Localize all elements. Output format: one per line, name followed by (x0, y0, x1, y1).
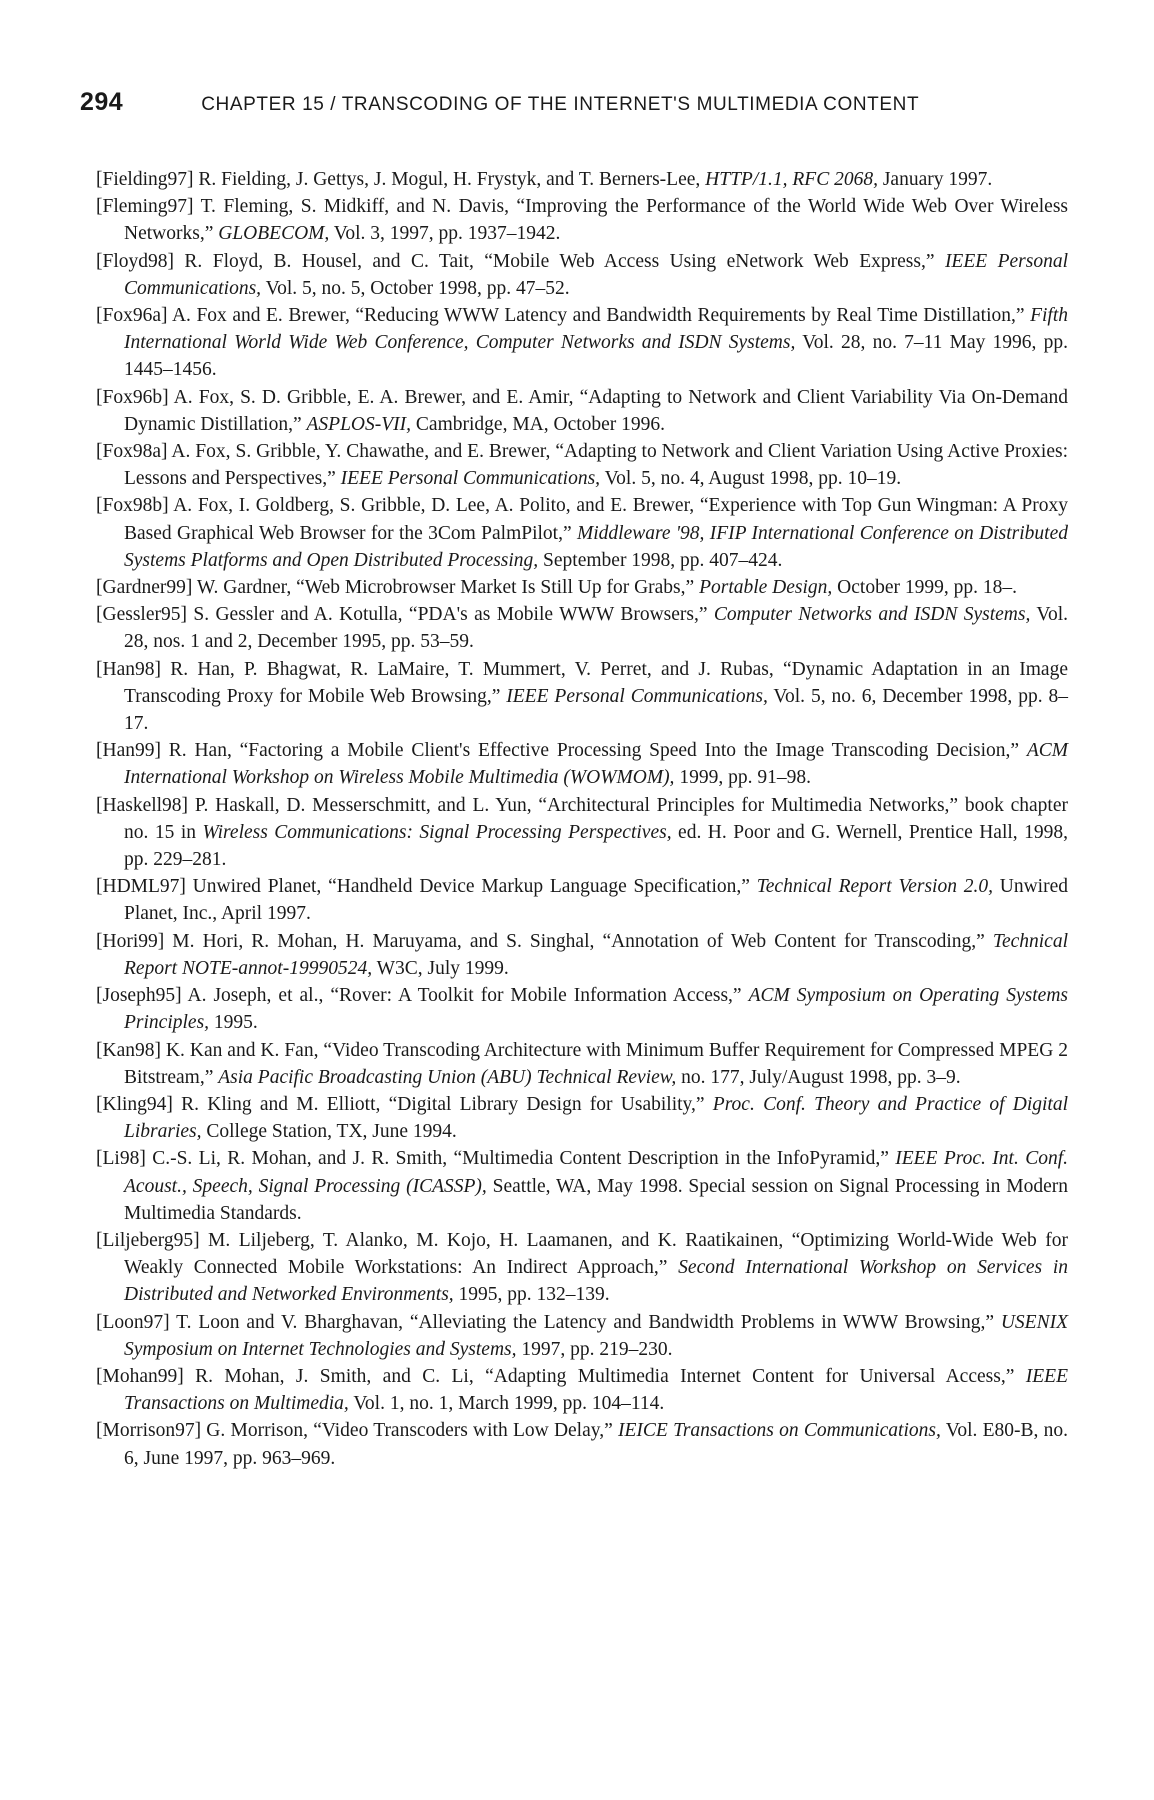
reference-entry (96, 1417, 1068, 1471)
reference-entry (96, 166, 1068, 193)
ref-text: W3C, July 1999. (372, 957, 509, 979)
reference-entry (96, 737, 1068, 791)
running-head (80, 88, 1070, 117)
page-number: 294 (80, 88, 124, 116)
ref-text: [Li98] C.-S. Li, R. Mohan, and J. R. Smith, “Multimedia Content Description in the InfoPyramid,” (96, 1148, 896, 1170)
ref-italic: Computer Networks and ISDN Systems, (713, 604, 1031, 626)
ref-text: ed. H. Poor and G. Wernell, Prentice Hall, 1998, pp. 229–281. (124, 821, 1069, 871)
chapter-title: CHAPTER 15 / TRANSCODING OF THE INTERNET'S MULTIMEDIA CONTENT (201, 94, 920, 115)
ref-text: 1999, pp. 91–98. (674, 767, 811, 789)
ref-italic: IEEE Personal Communications, (340, 468, 601, 490)
ref-italic: Middleware '98, IFIP International Conference on Distributed Systems Platforms and Open Distributed Processing, (124, 522, 1068, 571)
ref-text: Vol. 28, no. 7–11 May 1996, pp. 1445–1456. (124, 332, 1068, 381)
ref-italic: ACM Symposium on Operating Systems Principles, (124, 985, 1068, 1034)
ref-italic: IEEE Personal Communications, (506, 685, 768, 707)
ref-text: [Fielding97] R. Fielding, J. Gettys, J. Mogul, H. Frystyk, and T. Berners-Lee, (96, 169, 706, 190)
ref-text: [Kling94] R. Kling and M. Elliott, “Digital Library Design for Usability,” (96, 1093, 713, 1115)
ref-text: September 1998, pp. 407–424. (538, 549, 783, 571)
ref-text: Vol. E80-B, no. 6, June 1997, pp. 963–969. (124, 1420, 1069, 1469)
reference-entry (96, 656, 1068, 738)
reference-list (96, 166, 1068, 1472)
ref-text: [Floyd98] R. Floyd, B. Housel, and C. Tait, “Mobile Web Access Using eNetwork Web Express,” (96, 250, 945, 272)
ref-text: Vol. 5, no. 4, August 1998, pp. 10–19. (600, 468, 902, 490)
reference-entry (96, 384, 1068, 438)
ref-text: [Fox96b] A. Fox, S. D. Gribble, E. A. Brewer, and E. Amir, “Adapting to Network and Client Variability Via On-Demand Dynamic Distillation,” (96, 386, 1068, 435)
ref-text: no. 177, July/August 1998, pp. 3–9. (676, 1066, 961, 1088)
reference-entry (96, 492, 1068, 574)
ref-text: Vol. 3, 1997, pp. 1937–1942. (329, 223, 561, 245)
ref-italic: HTTP/1.1, RFC 2068, (705, 169, 878, 190)
ref-text: [Haskell98] P. Haskall, D. Messerschmitt, and L. Yun, “Architectural Principles for Multimedia Networks,” book chapter no. 15 in (96, 794, 1068, 843)
reference-entry (96, 193, 1068, 247)
reference-entry (96, 792, 1068, 874)
ref-text: [Liljeberg95] M. Liljeberg, T. Alanko, M. Kojo, H. Laamanen, and K. Raatikainen, “Optimizing World-Wide Web for Weakly Connected Mobile Workstations: An Indirect Approach,” (96, 1229, 1068, 1279)
ref-text: Vol. 28, nos. 1 and 2, December 1995, pp. 53–59. (124, 604, 1068, 653)
reference-entry (96, 982, 1068, 1036)
ref-text: [Hori99] M. Hori, R. Mohan, H. Maruyama, and S. Singhal, “Annotation of Web Content for Transcoding,” (96, 930, 993, 952)
ref-text: 1997, pp. 219–230. (516, 1338, 673, 1360)
ref-italic: Second International Workshop on Services in Distributed and Networked Environments, (124, 1257, 1068, 1306)
reference-entry (96, 928, 1068, 982)
ref-text: Vol. 1, no. 1, March 1999, pp. 104–114. (348, 1393, 665, 1415)
ref-text: January 1997. (877, 169, 993, 190)
reference-entry (96, 1363, 1068, 1417)
ref-text: [Morrison97] G. Morrison, “Video Transcoders with Low Delay,” (96, 1420, 619, 1442)
ref-text: [Fleming97] T. Fleming, S. Midkiff, and N. Davis, “Improving the Performance of the World Wide Web Over Wireless Networks,” (96, 196, 1068, 245)
ref-text: Unwired Planet, Inc., April 1997. (124, 876, 1068, 925)
ref-text: [Fox98b] A. Fox, I. Goldberg, S. Gribble, D. Lee, A. Polito, and E. Brewer, “Experience with Top Gun Wingman: A Proxy Based Graphical Web Browser for the 3Com PalmPilot,” (96, 495, 1068, 544)
reference-entry (96, 574, 1068, 601)
ref-italic: IEEE Personal Communications, (124, 250, 1069, 299)
ref-italic: Technical Report Version 2.0, (756, 876, 993, 898)
reference-entry (96, 1227, 1068, 1309)
ref-italic: GLOBECOM, (218, 223, 330, 245)
ref-italic: IEEE Transactions on Multimedia, (124, 1365, 1068, 1415)
ref-text: [Fox98a] A. Fox, S. Gribble, Y. Chawathe, and E. Brewer, “Adapting to Network and Client Variation Using Active Proxies: Lessons and Perspectives,” (96, 441, 1068, 490)
ref-text: [Joseph95] A. Joseph, et al., “Rover: A Toolkit for Mobile Information Access,” (96, 985, 749, 1007)
ref-text: [Gardner99] W. Gardner, “Web Microbrowser Market Is Still Up for Grabs,” (96, 577, 700, 599)
ref-text: [Han99] R. Han, “Factoring a Mobile Client's Effective Processing Speed Into the Image Transcoding Decision,” (96, 740, 1027, 762)
ref-text: Vol. 5, no. 5, October 1998, pp. 47–52. (261, 277, 570, 299)
reference-entry (96, 601, 1068, 655)
ref-text: [Mohan99] R. Mohan, J. Smith, and C. Li, “Adapting Multimedia Internet Content for Universal Access,” (96, 1365, 1026, 1387)
reference-entry (96, 438, 1068, 492)
ref-text: Seattle, WA, May 1998. Special session on Signal Processing in Modern Multimedia Standards. (124, 1175, 1068, 1224)
reference-entry (96, 1145, 1068, 1227)
ref-text: Cambridge, MA, October 1996. (411, 413, 666, 435)
ref-italic: IEEE Proc. Int. Conf. Acoust., Speech, Signal Processing (ICASSP), (124, 1148, 1068, 1197)
ref-italic: Portable Design, (699, 577, 833, 599)
ref-text: [Gessler95] S. Gessler and A. Kotulla, “PDA's as Mobile WWW Browsers,” (96, 604, 714, 626)
ref-italic: Technical Report NOTE-annot-19990524, (124, 930, 1068, 979)
ref-italic: ASPLOS-VII, (306, 413, 412, 435)
ref-text: 1995, pp. 132–139. (453, 1284, 610, 1306)
ref-italic: ACM International Workshop on Wireless Mobile Multimedia (WOWMOM), (124, 740, 1068, 789)
ref-text: [Loon97] T. Loon and V. Bharghavan, “Alleviating the Latency and Bandwidth Problems in WWW Browsing,” (96, 1311, 1001, 1333)
ref-text: [Fox96a] A. Fox and E. Brewer, “Reducing WWW Latency and Bandwidth Requirements by Real Time Distillation,” (96, 305, 1031, 327)
ref-text: [Han98] R. Han, P. Bhagwat, R. LaMaire, T. Mummert, V. Perret, and J. Rubas, “Dynamic Adaptation in an Image Transcoding Proxy for Mobile Web Browsing,” (96, 658, 1068, 707)
ref-italic: Asia Pacific Broadcasting Union (ABU) Technical Review, (218, 1066, 677, 1088)
ref-text: Vol. 5, no. 6, December 1998, pp. 8–17. (124, 685, 1068, 735)
ref-italic: IEICE Transactions on Communications, (618, 1420, 941, 1442)
ref-text: [Kan98] K. Kan and K. Fan, “Video Transcoding Architecture with Minimum Buffer Requirement for Compressed MPEG 2 Bitstream,” (96, 1039, 1068, 1088)
reference-entry (96, 1091, 1068, 1145)
ref-italic: Proc. Conf. Theory and Practice of Digital Libraries, (124, 1093, 1068, 1143)
ref-text: 1995. (209, 1012, 258, 1034)
ref-text: College Station, TX, June 1994. (201, 1121, 457, 1143)
ref-italic: USENIX Symposium on Internet Technologies and Systems, (124, 1311, 1068, 1360)
reference-entry (96, 302, 1068, 384)
reference-entry (96, 248, 1068, 302)
ref-text: October 1999, pp. 18–. (832, 577, 1017, 599)
ref-italic: Fifth International World Wide Web Conference, Computer Networks and ISDN Systems, (124, 305, 1068, 354)
reference-entry (96, 1037, 1068, 1091)
ref-text: [HDML97] Unwired Planet, “Handheld Device Markup Language Specification,” (96, 876, 757, 898)
reference-entry (96, 1309, 1068, 1363)
ref-italic: Wireless Communications: Signal Processing Perspectives, (202, 821, 672, 843)
reference-entry (96, 873, 1068, 927)
